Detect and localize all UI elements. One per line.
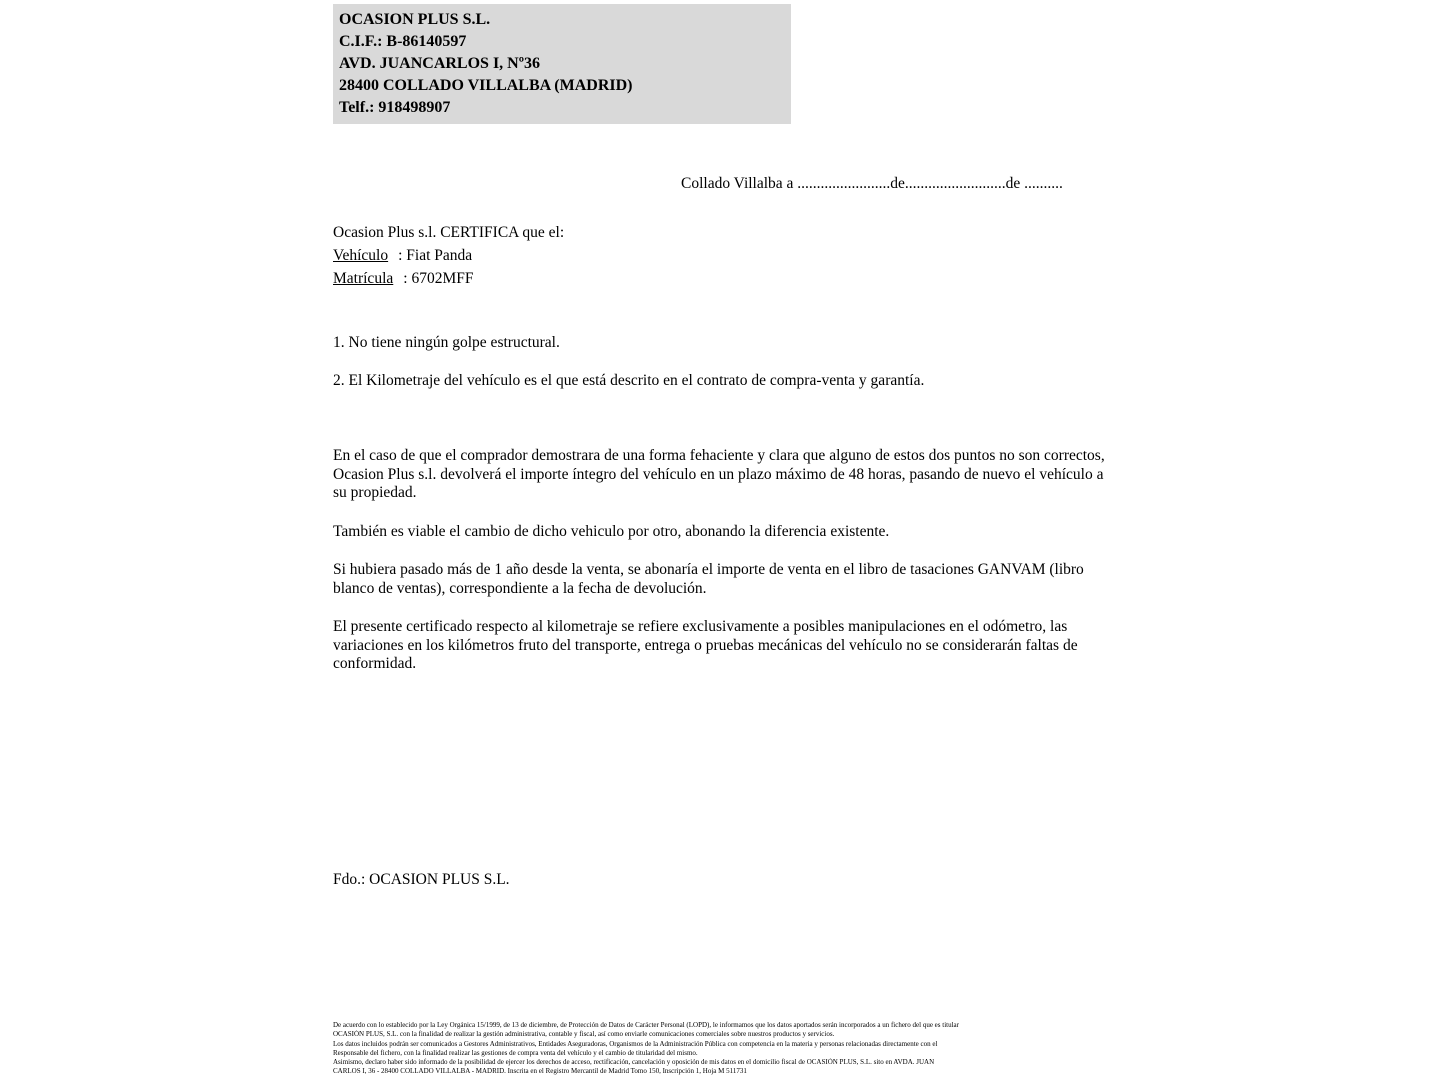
legal-footer-line: Los datos incluidos podrán ser comunicados a Gestores Administrativos, Entidades Aseguradoras, Organismos de la Administración Pública con competencia en la materia y personas relacionadas directamente con el [333,1039,938,1048]
vehicle-value: : Fiat Panda [398,247,473,264]
company-city: 28400 COLLADO VILLALBA (MADRID) [339,77,633,94]
certificate-point-1: 1. No tiene ningún golpe estructural. [333,334,560,351]
body-paragraph-1: En el caso de que el comprador demostrara de una forma fehaciente y clara que alguno de estos dos puntos no son correctos, Ocasion Plus s.l. devolverá el importe íntegro del vehículo en un plazo máximo de 48 horas, pasando de nuevo el vehículo a su propiedad. [333,447,1105,501]
body-paragraph-4: El presente certificado respecto al kilometraje se refiere exclusivamente a posibles manipulaciones en el odómetro, las variaciones en los kilómetros fruto del transporte, entrega o pruebas mecánicas del vehículo no se considerarán faltas de conformidad. [333,618,1078,672]
body-paragraph-3: Si hubiera pasado más de 1 año desde la venta, se abonaría el importe de venta en el libro de tasaciones GANVAM (libro blanco de ventas), correspondiente a la fecha de devolución. [333,561,1084,597]
body-paragraph-2: También es viable el cambio de dicho vehiculo por otro, abonando la diferencia existente. [333,522,890,540]
legal-footer [333,1021,1113,1077]
certifies-line: Ocasion Plus s.l. CERTIFICA que el: [333,224,565,241]
vehicle-line [333,244,1111,267]
vehicle-label: Vehículo [333,247,389,264]
legal-footer-line: Asimismo, declaro haber sido informado de la posibilidad de ejercer los derechos de acceso, rectificación, cancelación y oposición de mis datos en el domicilio fiscal de OCASIÓN PLUS, S.L. sito en AVDA. JUAN [333,1058,935,1067]
company-header-box [333,4,791,124]
plate-line [333,267,1111,290]
plate-value: : 6702MFF [403,270,474,287]
legal-footer-line: De acuerdo con lo establecido por la Ley Orgánica 15/1999, de 13 de diciembre, de Protección de Datos de Carácter Personal (LOPD), le informamos que los datos aportados serán incorporados a un fichero del que es titular [333,1021,959,1029]
company-name: OCASION PLUS S.L. [339,11,491,28]
company-address: AVD. JUANCARLOS I, Nº36 [339,55,541,72]
date-line: Collado Villalba a ........................de..........................de .......... [681,175,1063,192]
company-phone: Telf.: 918498907 [339,99,451,116]
document-content [333,4,1111,889]
legal-footer-line: CARLOS I, 36 - 28400 COLLADO VILLALBA - MADRID. Inscrita en el Registro Mercantil de Madrid Tomo 150, Inscripción 1, Hoja M 511731 [333,1067,747,1076]
signature-line: Fdo.: OCASION PLUS S.L. [333,870,510,888]
plate-label: Matrícula [333,270,394,287]
legal-footer-line: Responsable del fichero, con la finalidad realizar las gestiones de compra venta del vehículo y el cambio de titularidad del mismo. [333,1048,698,1057]
certificate-point-2: 2. El Kilometraje del vehículo es el que está descrito en el contrato de compra-venta y garantía. [333,372,925,389]
company-cif: C.I.F.: B-86140597 [339,33,467,50]
legal-footer-line: OCASIÓN PLUS, S.L. con la finalidad de realizar la gestión administrativa, contable y fiscal, así como enviarle comunicaciones comerciales sobre nuestros productos y servicios. [333,1030,835,1039]
